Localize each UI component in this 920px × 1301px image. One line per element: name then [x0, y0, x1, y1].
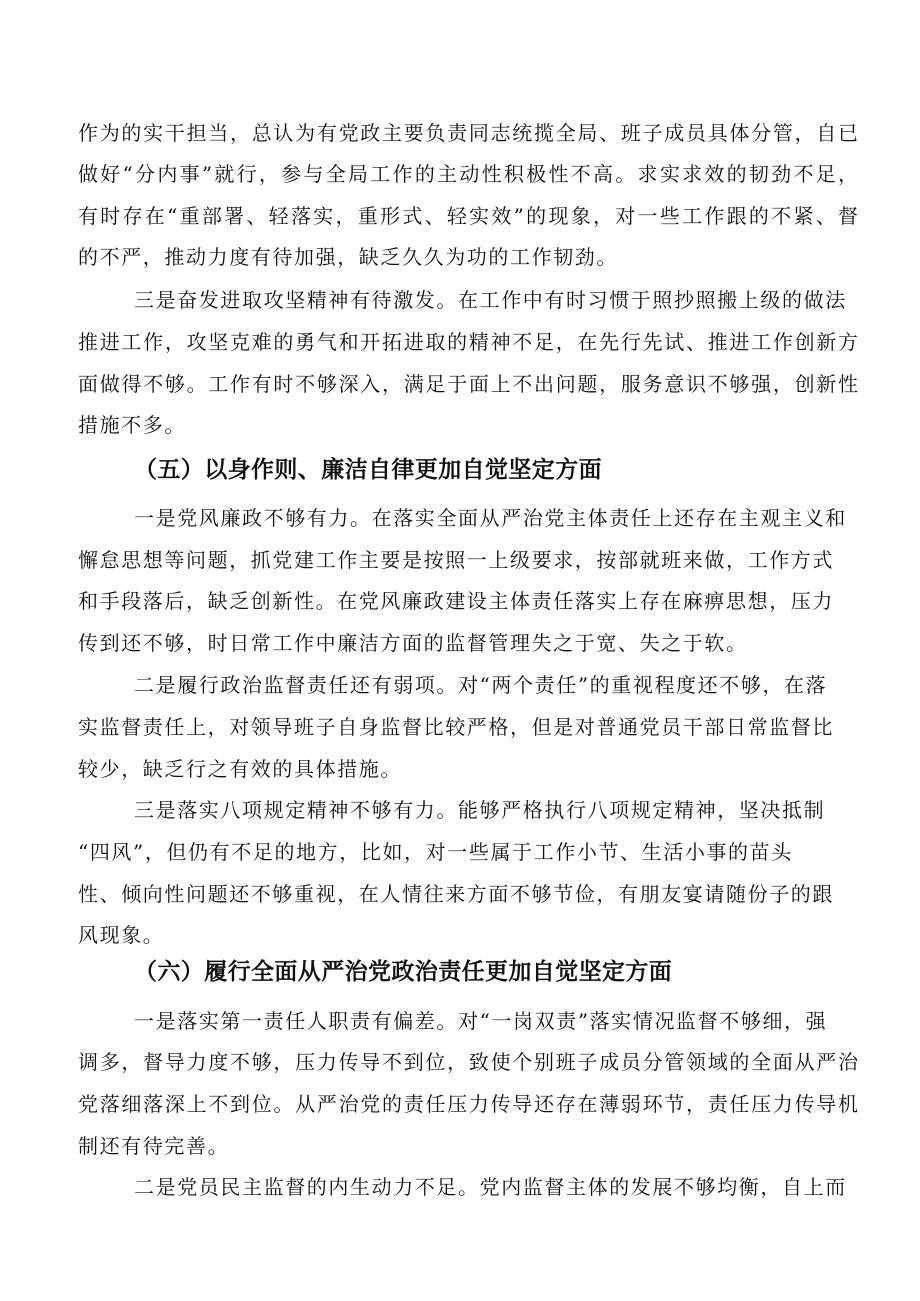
- paragraph-line: 一是落实第一责任人职责有偏差。对“一岗双责”落实情况监督不够细，强: [134, 1009, 828, 1033]
- paragraph-line: 措施不多。: [78, 413, 186, 437]
- paragraph-line: 的不严，推动力度有待加强，缺乏久久为功的工作韧劲。: [78, 245, 618, 269]
- paragraph-line: 和手段落后，缺乏创新性。在党风廉政建设主体责任落实上存在麻痹思想，压力: [78, 589, 834, 613]
- paragraph-line: 三是落实八项规定精神不够有力。能够严格执行八项规定精神，坚决抵制: [134, 798, 826, 822]
- paragraph-line: 面做得不够。工作有时不够深入，满足于面上不出问题，服务意识不够强，创新性: [78, 372, 858, 396]
- paragraph-line: 风现象。: [78, 923, 165, 947]
- section-heading-5: （五）以身作则、廉洁自律更加自觉坚定方面: [134, 457, 602, 483]
- paragraph-line: 懈怠思想等问题，抓党建工作主要是按照一上级要求，按部就班来做，工作方式: [78, 548, 834, 572]
- paragraph-line: 传到还不够，时日常工作中廉洁方面的监督管理失之于宽、失之于软。: [78, 631, 748, 655]
- paragraph-line: 二是履行政治监督责任还有弱项。对“两个责任”的重视程度还不够，在落: [134, 673, 828, 697]
- paragraph-line: 作为的实干担当，总认为有党政主要负责同志统揽全局、班子成员具体分管，自已: [78, 121, 858, 145]
- paragraph-line: 做好“分内事”就行，参与全局工作的主动性积极性不高。求实求效的韧劲不足，: [78, 162, 858, 186]
- paragraph-line: 党落细落深上不到位。从严治党的责任压力传导还存在薄弱环节，责任压力传导机: [78, 1092, 858, 1116]
- paragraph-line: 有时存在“重部署、轻落实，重形式、轻实效”的现象，对一些工作跟的不紧、督: [78, 204, 858, 228]
- paragraph-line: 制还有待完善。: [78, 1134, 230, 1158]
- paragraph-line: 调多，督导力度不够，压力传导不到位，致使个别班子成员分管领域的全面从严治: [78, 1050, 858, 1074]
- paragraph-line: 推进工作，攻坚克难的勇气和开拓进取的精神不足，在先行先试、推进工作创新方: [78, 330, 858, 354]
- paragraph-line: “四风”，但仍有不足的地方，比如，对一些属于工作小节、生活小事的苗头: [78, 840, 793, 864]
- paragraph-line: 三是奋发进取攻坚精神有待激发。在工作中有时习惯于照抄照搬上级的做法: [134, 288, 847, 312]
- paragraph-line: 二是党员民主监督的内生动力不足。党内监督主体的发展不够均衡，自上而: [134, 1175, 847, 1199]
- paragraph-line: 实监督责任上，对领导班子自身监督比较严格，但是对普通党员干部日常监督比: [78, 715, 834, 739]
- paragraph-line: 一是党风廉政不够有力。在落实全面从严治党主体责任上还存在主观主义和: [134, 506, 847, 530]
- paragraph-line: 较少，缺乏行之有效的具体措施。: [78, 757, 402, 781]
- paragraph-line: 性、倾向性问题还不够重视，在人情往来方面不够节俭，有朋友宴请随份子的跟: [78, 882, 834, 906]
- section-heading-6: （六）履行全面从严治党政治责任更加自觉坚定方面: [134, 959, 673, 985]
